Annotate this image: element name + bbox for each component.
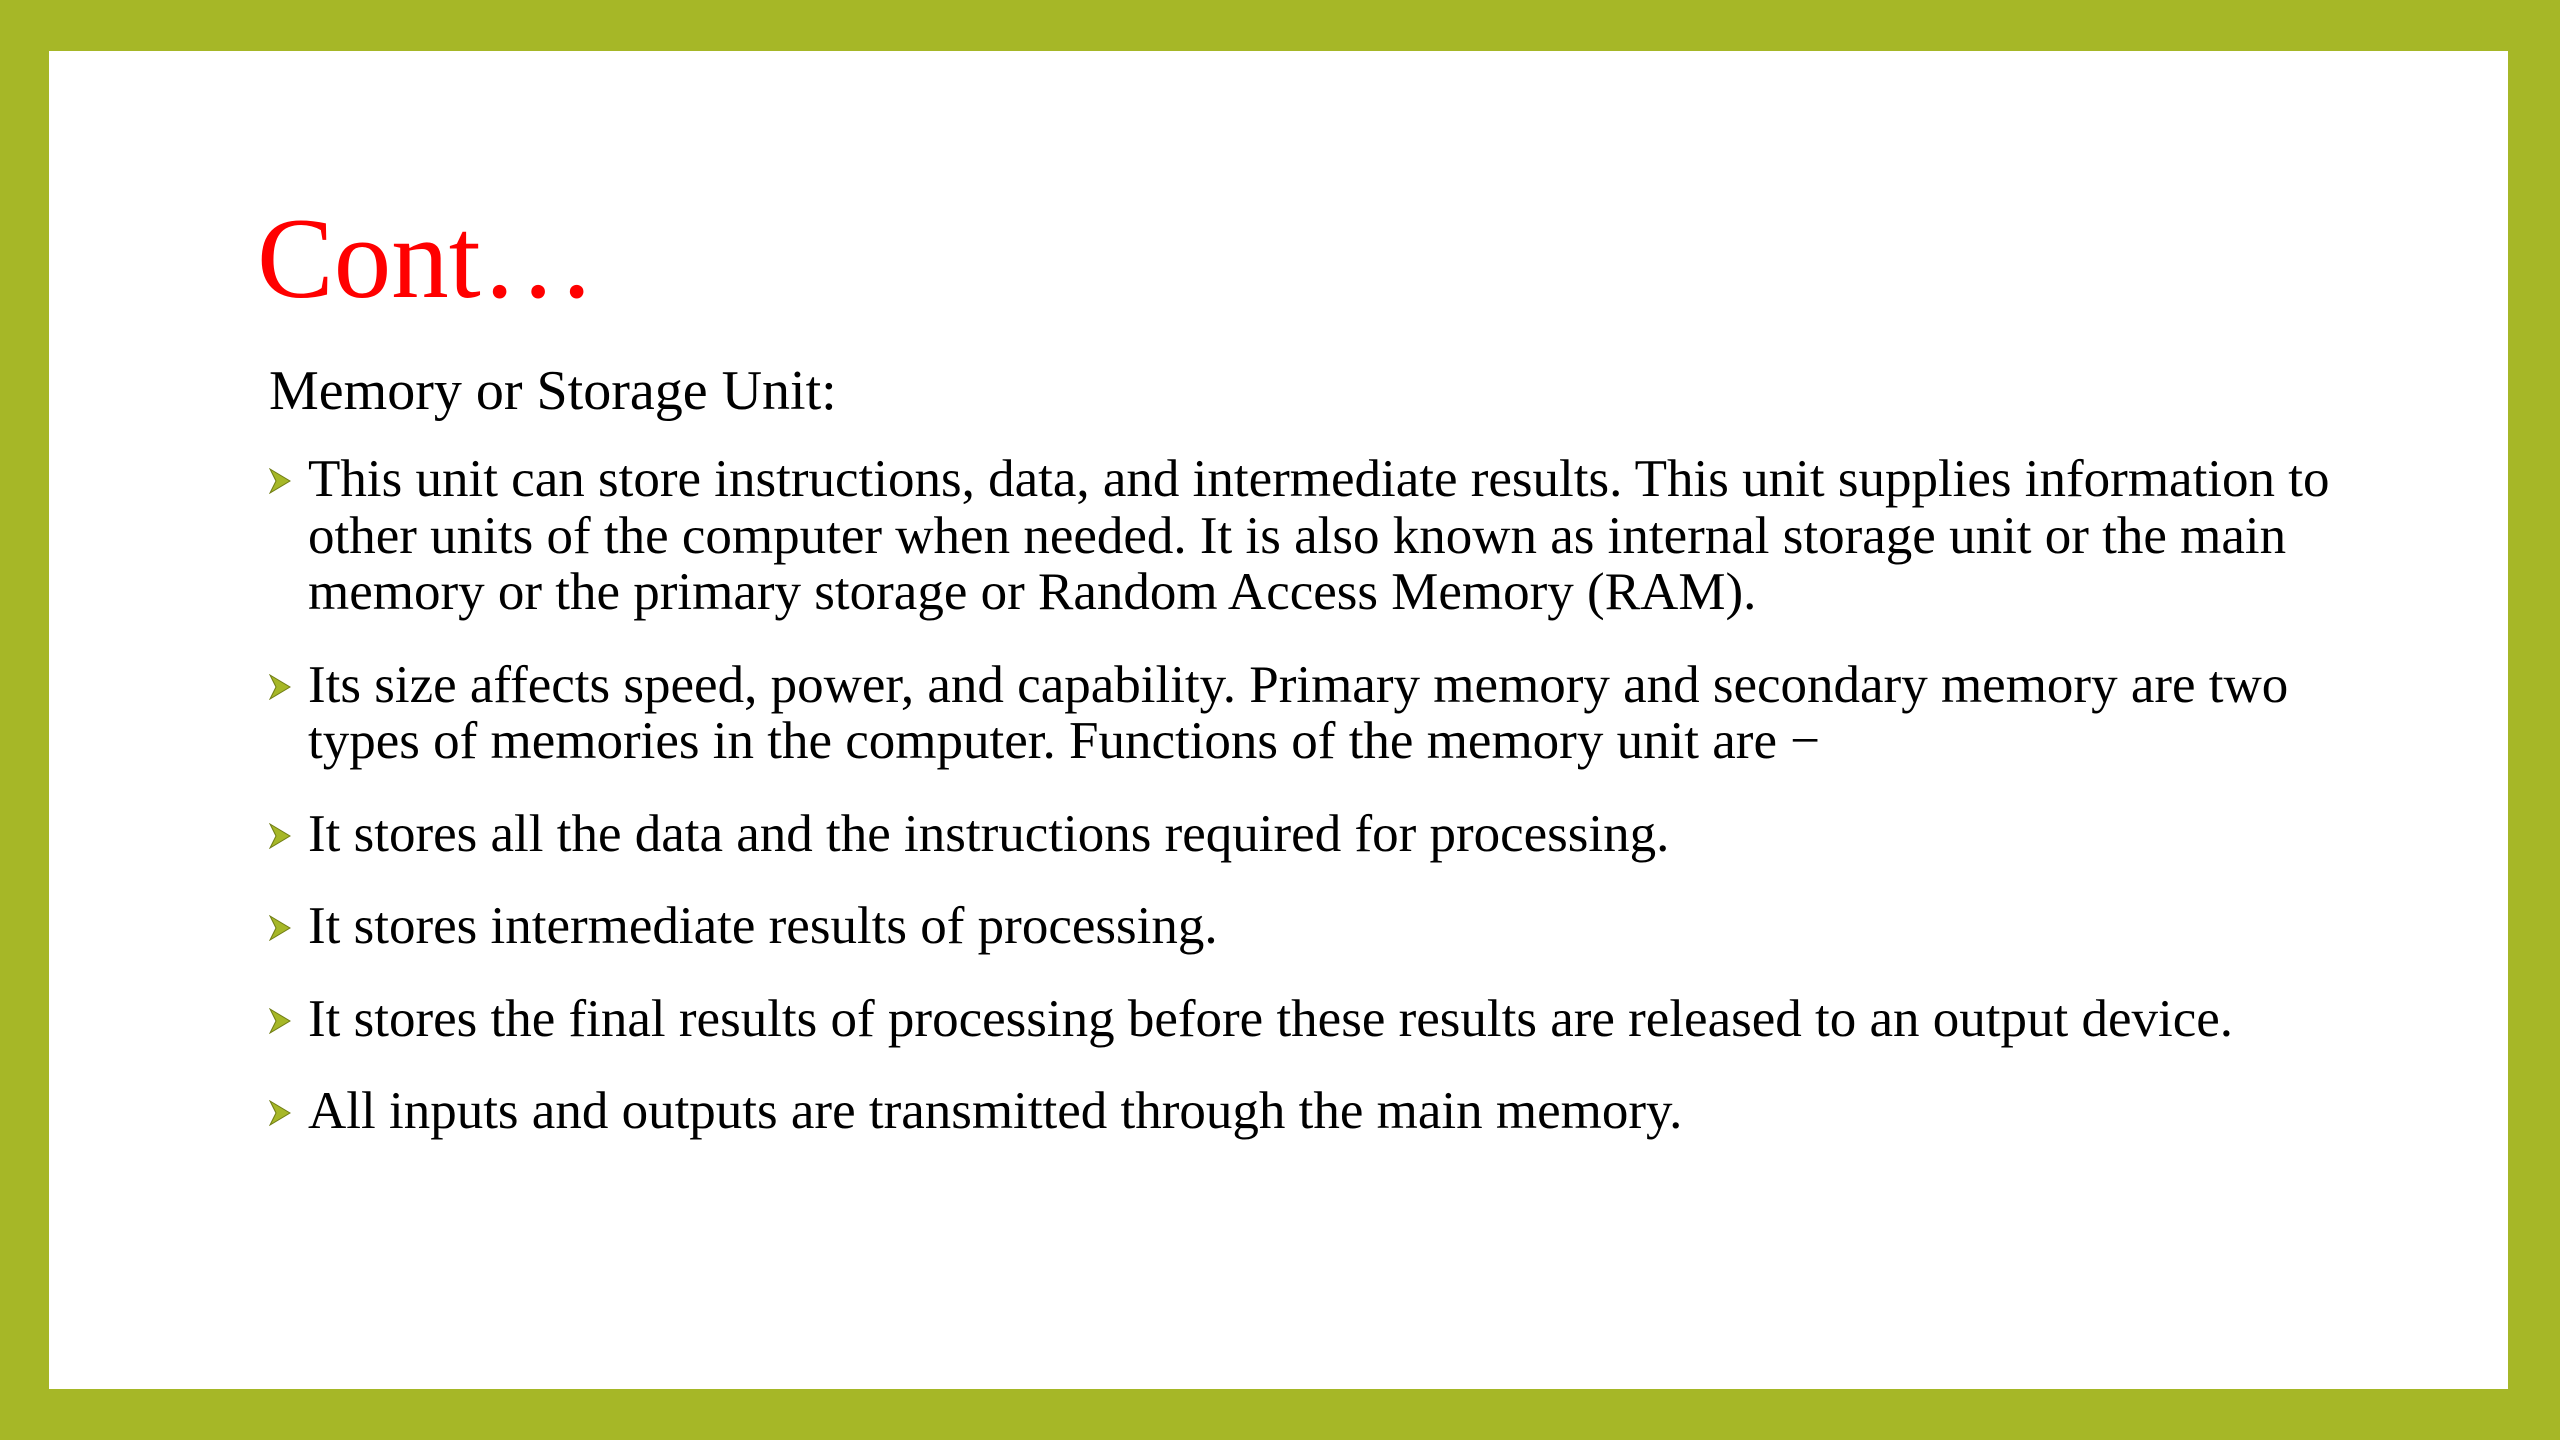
arrowhead-bullet-icon — [269, 674, 291, 700]
bullet-item — [269, 991, 2349, 1048]
bullet-text: Its size affects speed, power, and capability. Primary memory and secondary memory are two types of memories in the computer. Functions of the memory unit are − — [308, 655, 2289, 770]
bullet-text: It stores the final results of processing before these results are released to an output device. — [308, 989, 2234, 1048]
section-heading: Memory or Storage Unit: — [269, 360, 837, 422]
bullet-text: This unit can store instructions, data, and intermediate results. This unit supplies information to other units of the computer when needed. It is also known as internal storage unit or the main memory or the primary storage or Random Access Memory (RAM). — [308, 450, 2330, 621]
slide-content-area — [49, 51, 2508, 1389]
bullet-text: It stores all the data and the instructions required for processing. — [308, 804, 1670, 863]
bullet-item — [269, 451, 2349, 621]
bullet-text: It stores intermediate results of processing. — [308, 897, 1218, 955]
bullet-list — [269, 451, 2349, 1176]
arrowhead-bullet-icon — [269, 823, 291, 849]
bullet-item — [269, 806, 2349, 863]
arrowhead-bullet-icon — [269, 1008, 291, 1034]
arrowhead-bullet-icon — [269, 1100, 291, 1126]
bullet-item — [269, 657, 2349, 770]
bullet-item — [269, 898, 2349, 955]
arrowhead-bullet-icon — [269, 915, 291, 941]
bullet-item — [269, 1083, 2349, 1140]
arrowhead-bullet-icon — [269, 468, 291, 494]
bullet-text: All inputs and outputs are transmitted through the main memory. — [308, 1082, 1683, 1140]
slide-title: Cont… — [257, 195, 596, 322]
